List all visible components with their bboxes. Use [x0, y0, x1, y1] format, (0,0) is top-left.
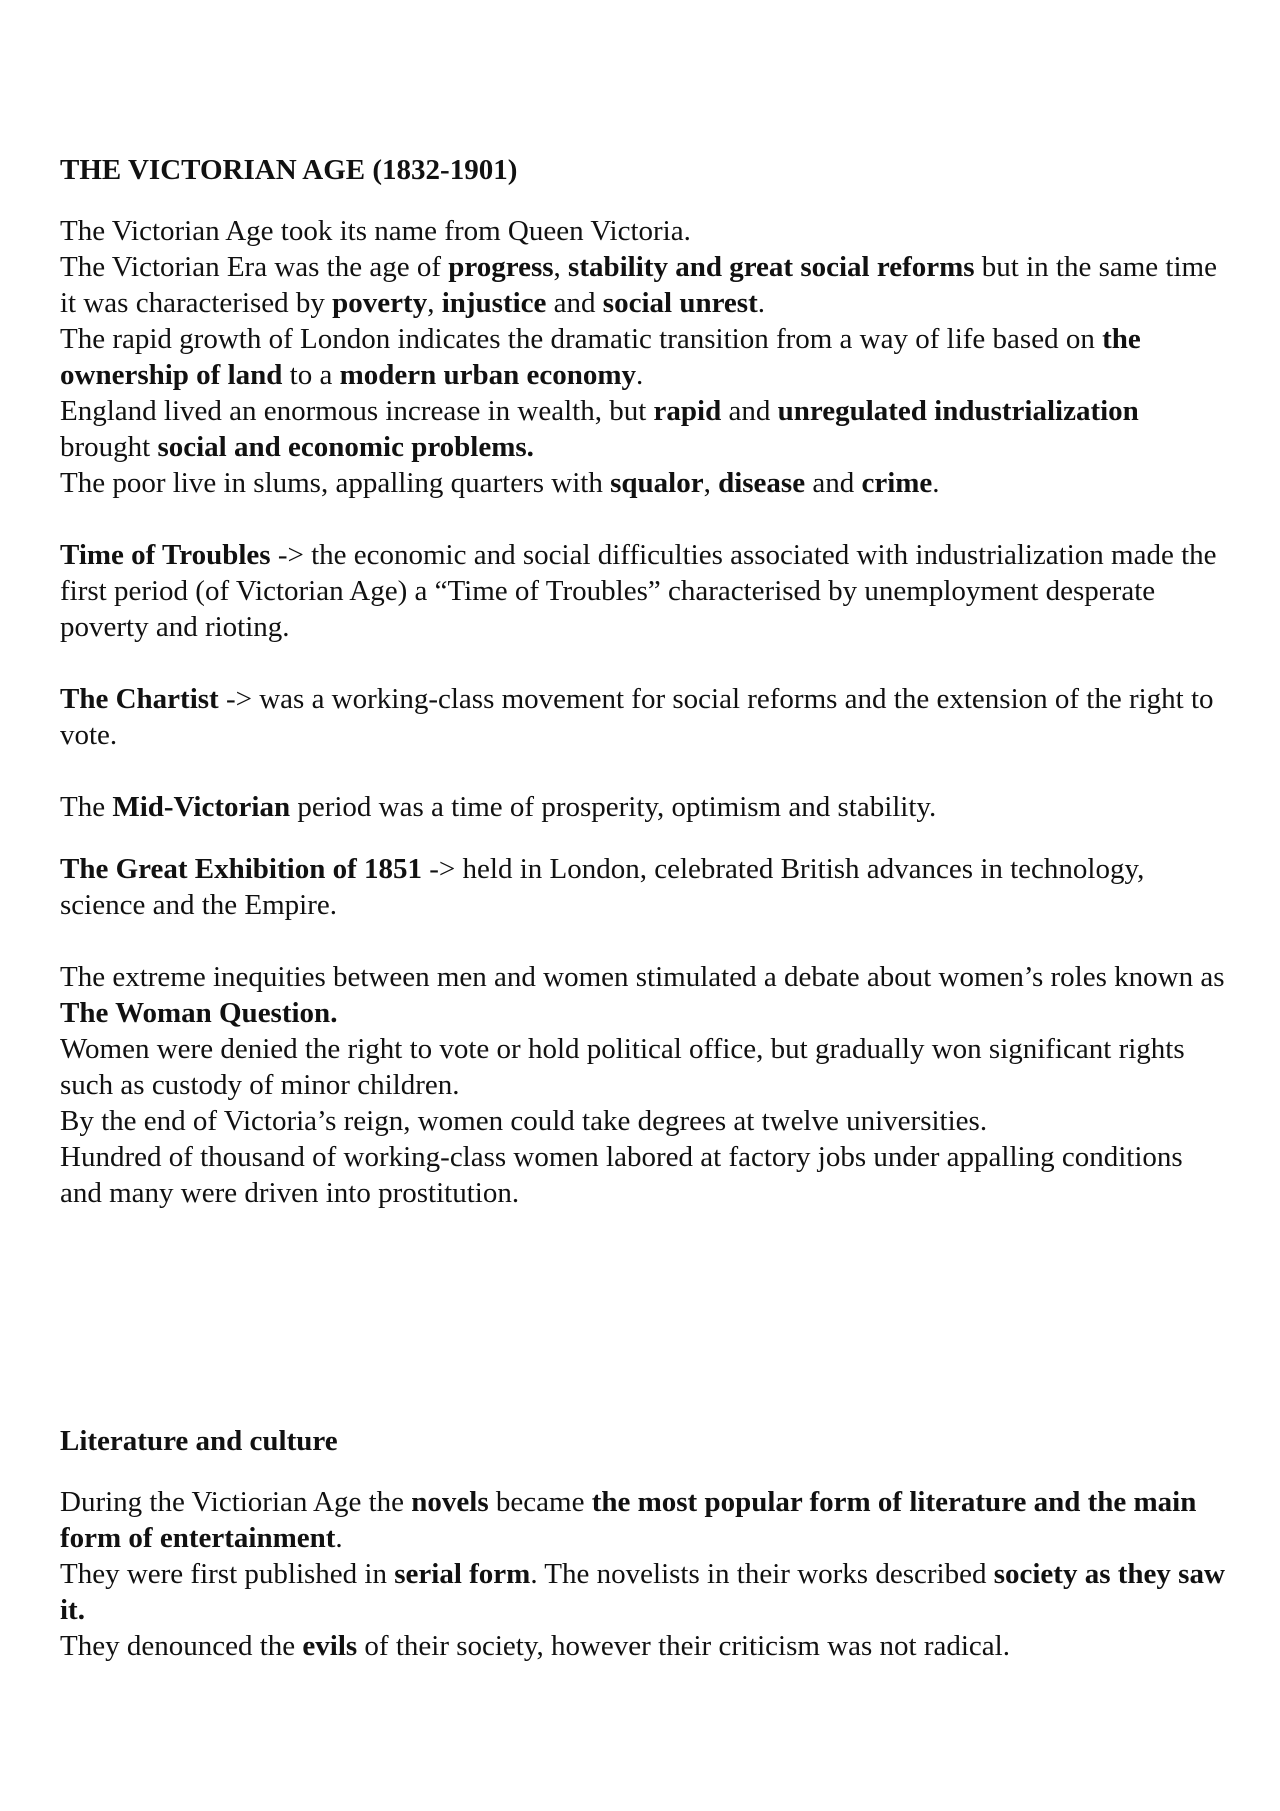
- text-span: The Victorian Era was the age of: [60, 251, 449, 283]
- text-span: They denounced the: [60, 1630, 303, 1662]
- text-span: to a: [282, 359, 340, 391]
- text-span: period was a time of prosperity, optimism and stability.: [290, 791, 937, 823]
- text-span: The rapid growth of London indicates the dramatic transition from a way of life based on: [60, 323, 1103, 355]
- bold-term: social unrest: [602, 287, 758, 319]
- bold-term: novels: [411, 1486, 489, 1518]
- text-span: ,: [553, 251, 569, 283]
- spacer: [60, 825, 1230, 851]
- spacer: [60, 501, 1230, 537]
- woman-question-line-4: Hundred of thousand of working-class women labored at factory jobs under appalling conditions and many were driven into prostitution.: [60, 1141, 1183, 1209]
- spacer: [60, 753, 1230, 789]
- great-exhibition-paragraph: [60, 851, 1230, 923]
- text-span: became: [488, 1486, 592, 1518]
- literature-line-3: [60, 1628, 1230, 1664]
- mid-victorian-paragraph: [60, 789, 1230, 825]
- bold-term: injustice: [441, 287, 547, 319]
- text-span: but in the same time it was characterised by: [60, 251, 1217, 319]
- literature-line-1: [60, 1484, 1230, 1556]
- bold-term: poverty: [332, 287, 428, 319]
- text-span: -> was a working-class movement for social reforms and the extension of the right to vote.: [60, 683, 1214, 751]
- bold-term: crime: [861, 467, 933, 499]
- text-span: and: [805, 467, 862, 499]
- intro-line-2: [60, 249, 1230, 321]
- bold-term: progress: [448, 251, 554, 283]
- page-title: THE VICTORIAN AGE (1832-1901): [60, 154, 518, 186]
- text-span: . The novelists in their works described: [530, 1558, 994, 1590]
- text-span: and: [546, 287, 603, 319]
- bold-term: Mid-Victorian: [112, 791, 291, 823]
- text-span: The extreme inequities between men and women stimulated a debate about women’s roles known as: [60, 961, 1225, 993]
- bold-term: The Chartist: [60, 683, 219, 715]
- text-span: The Victorian Age took its name from Queen Victoria.: [60, 215, 691, 247]
- text-span: .: [335, 1522, 343, 1554]
- bold-term: disease: [718, 467, 806, 499]
- bold-term: social and economic problems.: [157, 431, 534, 463]
- text-span: The poor live in slums, appalling quarters with: [60, 467, 611, 499]
- bold-term: Time of Troubles: [60, 539, 271, 571]
- intro-line-1: [60, 213, 1230, 249]
- bold-term: The Great Exhibition of 1851: [60, 853, 422, 885]
- bold-term: the ownership of land: [60, 323, 1141, 391]
- bold-term: society as they saw it.: [60, 1558, 1225, 1626]
- text-span: -> the economic and social difficulties associated with industrialization made the first period (of Victorian Age) a “Time of Troubles” characterised by unemployment desperate poverty and rioting.: [60, 539, 1217, 643]
- intro-line-5: [60, 465, 1230, 501]
- text-span: .: [636, 359, 644, 391]
- text-span: of their society, however their criticism was not radical.: [357, 1630, 1010, 1662]
- bold-term: the most popular form of literature and the main form of entertainment: [60, 1486, 1197, 1554]
- bold-term: stability and great social reforms: [568, 251, 975, 283]
- woman-question-line-2: Women were denied the right to vote or hold political office, but gradually won significant rights such as custody of minor children.: [60, 1033, 1185, 1101]
- bold-term: evils: [302, 1630, 358, 1662]
- spacer: [60, 1211, 1230, 1423]
- text-span: England lived an enormous increase in wealth, but: [60, 395, 654, 427]
- text-span: and: [721, 395, 778, 427]
- text-span: -> held in London, celebrated British advances in technology, science and the Empire.: [60, 853, 1145, 921]
- text-span: .: [757, 287, 765, 319]
- spacer: [60, 645, 1230, 681]
- text-span: They were first published in: [60, 1558, 395, 1590]
- bold-term: unregulated industrialization: [777, 395, 1139, 427]
- woman-question-line-3: By the end of Victoria’s reign, women could take degrees at twelve universities.: [60, 1105, 988, 1137]
- woman-question-line-1: [60, 959, 1230, 1031]
- text-span: During the Victiorian Age the: [60, 1486, 412, 1518]
- chartist-paragraph: [60, 681, 1230, 753]
- text-span: The: [60, 791, 113, 823]
- bold-term: modern urban economy: [339, 359, 637, 391]
- section-title-literature: Literature and culture: [60, 1425, 338, 1457]
- text-span: .: [932, 467, 940, 499]
- text-span: ,: [703, 467, 719, 499]
- text-span: brought: [60, 431, 158, 463]
- bold-term: rapid: [653, 395, 722, 427]
- bold-term: The Woman Question.: [60, 997, 338, 1029]
- bold-term: squalor: [610, 467, 704, 499]
- spacer: [60, 923, 1230, 959]
- intro-line-3: [60, 321, 1230, 393]
- bold-term: serial form: [394, 1558, 531, 1590]
- text-span: ,: [427, 287, 442, 319]
- literature-line-2: [60, 1556, 1230, 1628]
- time-of-troubles-paragraph: [60, 537, 1230, 645]
- document-body: [60, 152, 1230, 1664]
- intro-line-4: [60, 393, 1230, 465]
